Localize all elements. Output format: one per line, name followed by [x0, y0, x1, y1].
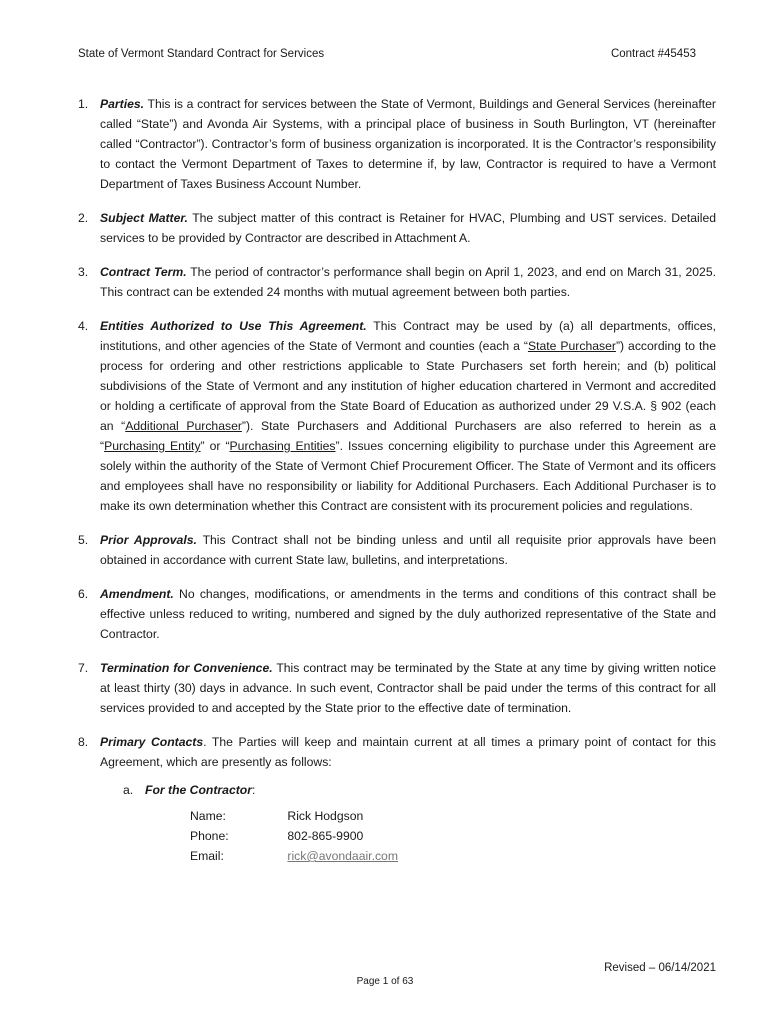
- section-text: . The Parties will keep and maintain current at all times a primary point of contact for this Agreement, which are presently as follows:: [100, 735, 716, 769]
- section-title: Termination for Convenience.: [100, 661, 273, 675]
- contact-phone-row: [190, 826, 716, 846]
- subsection-title: For the Contractor: [145, 783, 252, 797]
- section-text: This Contract may be used by (a) all departments, offices, institutions, and other agencies of the State of Vermont and counties (each a “: [100, 319, 716, 353]
- section-number: 5.: [78, 533, 89, 547]
- section-title: Contract Term.: [100, 265, 187, 279]
- section-number: 4.: [78, 319, 89, 333]
- section-contract-term: [78, 262, 716, 302]
- subsection-letter: a.: [123, 783, 134, 797]
- section-title: Amendment.: [100, 587, 174, 601]
- section-number: 8.: [78, 735, 89, 749]
- section-entities-authorized: [78, 316, 716, 516]
- contact-email-label: Email:: [190, 849, 224, 863]
- section-title: Primary Contacts: [100, 735, 204, 749]
- section-title: Entities Authorized to Use This Agreement.: [100, 319, 367, 333]
- subsection-colon: :: [251, 783, 256, 797]
- section-text: ” or “: [200, 439, 230, 453]
- section-primary-contacts: [78, 732, 716, 772]
- section-text: ”). State Purchasers and Additional Purchasers are also referred to herein as a “: [100, 419, 716, 453]
- section-text: This Contract shall not be binding unless and until all requisite prior approvals have been obtained in accordance with current State law, bulletins, and interpretations.: [100, 533, 716, 567]
- contact-email-link[interactable]: rick@avondaair.com: [287, 849, 398, 863]
- section-prior-approvals: [78, 530, 716, 570]
- section-termination: [78, 658, 716, 718]
- section-title: Prior Approvals.: [100, 533, 197, 547]
- section-title: Parties.: [100, 97, 145, 111]
- header-contract-number: Contract #45453: [610, 48, 696, 60]
- defined-term-state-purchaser: State Purchaser: [527, 339, 616, 353]
- section-number: 2.: [78, 211, 89, 225]
- section-text: ”) according to the process for ordering and other restrictions applicable to State Purchasers set forth herein; and (b) political subdivisions of the State of Vermont and any institution of higher education chartered in Vermont and accredited or holding a certificate of approval from the State Board of Education as authorized under 29 V.S.A. § 902 (each an “: [100, 339, 716, 433]
- section-number: 7.: [78, 661, 89, 675]
- contact-phone-label: Phone:: [190, 829, 229, 843]
- section-amendment: [78, 584, 716, 644]
- section-parties: [78, 94, 716, 194]
- section-title: Subject Matter.: [100, 211, 188, 225]
- subsection-contractor: [123, 780, 716, 800]
- contact-block: [190, 806, 716, 866]
- section-text: ”. Issues concerning eligibility to purchase under this Agreement are solely within the authority of the State of Vermont Chief Procurement Officer. The State of Vermont and its officers and employees shall have no responsibility or liability for Additional Purchasers. Each Additional Purchaser is to make its own determination whether this Contract are consistent with its procurement policies and regulations.: [100, 439, 717, 513]
- section-number: 6.: [78, 587, 89, 601]
- contract-body: [78, 94, 716, 866]
- section-subject-matter: [78, 208, 716, 248]
- contact-name-row: [190, 806, 716, 826]
- section-text: The subject matter of this contract is Retainer for HVAC, Plumbing and UST services. Detailed services to be provided by Contractor are described in Attachment A.: [100, 211, 717, 245]
- revised-date: Revised – 06/14/2021: [604, 962, 716, 974]
- section-number: 1.: [78, 97, 89, 111]
- defined-term-purchasing-entity: Purchasing Entity: [104, 439, 201, 453]
- section-text: The period of contractor’s performance shall begin on April 1, 2023, and end on March 31, 2025. This contract can be extended 24 months with mutual agreement between both parties.: [100, 265, 716, 299]
- section-text: This is a contract for services between the State of Vermont, Buildings and General Services (hereinafter called “State”) and Avonda Air Systems, with a principal place of business in South Burlington, VT (hereinafter called “Contractor”). Contractor’s form of business organization is incorporated. It is the Contractor’s responsibility to contact the Vermont Department of Taxes to determine if, by law, Contractor is required to have a Vermont Department of Taxes Business Account Number.: [100, 97, 716, 191]
- header-title: State of Vermont Standard Contract for Services: [78, 48, 325, 60]
- defined-term-purchasing-entities: Purchasing Entities: [229, 439, 336, 453]
- contact-phone-value: 802-865-9900: [287, 829, 364, 843]
- contact-name-label: Name:: [190, 809, 226, 823]
- section-number: 3.: [78, 265, 89, 279]
- section-text: This contract may be terminated by the State at any time by giving written notice at least thirty (30) days in advance. In such event, Contractor shall be paid under the terms of this contract for all services provided to and accepted by the State prior to the effective date of termination.: [100, 661, 716, 715]
- contact-name-value: Rick Hodgson: [287, 809, 364, 823]
- contact-email-row: [190, 846, 716, 866]
- defined-term-additional-purchaser: Additional Purchaser: [125, 419, 242, 433]
- section-text: No changes, modifications, or amendments in the terms and conditions of this contract shall be effective unless reduced to writing, numbered and signed by the duly authorized representative of the State and Contractor.: [100, 587, 717, 641]
- page-number: Page 1 of 63: [356, 976, 414, 987]
